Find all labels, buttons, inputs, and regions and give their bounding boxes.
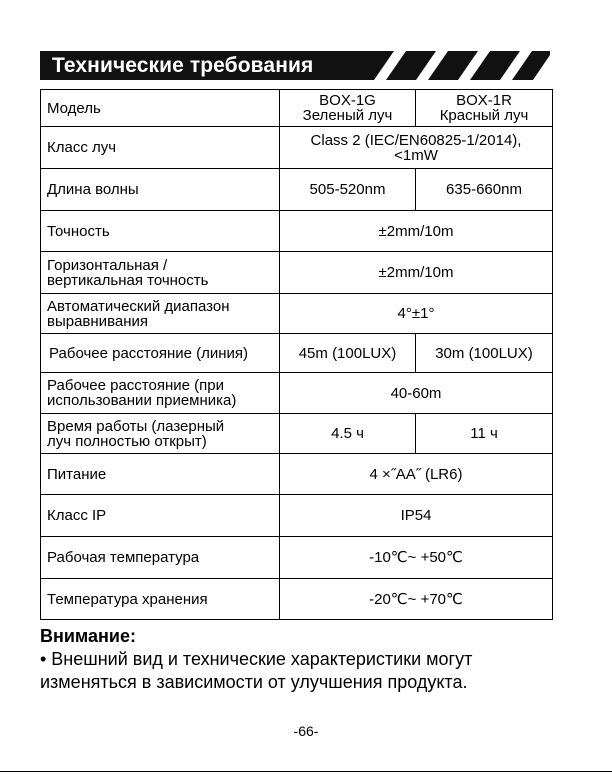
row-label: Длина волны xyxy=(41,169,280,211)
row-label: Горизонтальная / вертикальная точность xyxy=(41,252,280,294)
row-label: Питание xyxy=(41,454,280,495)
table-row xyxy=(41,334,553,373)
table-row xyxy=(41,90,553,127)
row-value-col1: 505-520nm xyxy=(280,169,416,211)
bottom-divider xyxy=(0,771,612,772)
row-label: Класс луч xyxy=(41,127,280,169)
row-value-col2: 635-660nm xyxy=(416,169,553,211)
row-value: 4 ×˝AA˝ (LR6) xyxy=(280,454,553,495)
row-label: Модель xyxy=(41,90,280,127)
row-value: -10℃~ +50℃ xyxy=(280,537,553,579)
row-value: 40-60m xyxy=(280,373,553,414)
table-row xyxy=(41,373,553,414)
section-header xyxy=(40,51,550,80)
table-row xyxy=(41,579,553,620)
row-value-col1: 45m (100LUX) xyxy=(280,334,416,373)
note-title: Внимание: xyxy=(40,626,136,646)
spec-table xyxy=(40,89,553,620)
table-row xyxy=(41,252,553,294)
row-value: IP54 xyxy=(280,495,553,537)
model-red: BOX-1R Красный луч xyxy=(416,90,553,127)
row-value: Class 2 (IEC/EN60825-1/2014), <1mW xyxy=(280,127,553,169)
page-number: -66- xyxy=(293,723,319,739)
row-label: Время работы (лазерный луч полностью открыт) xyxy=(41,414,280,454)
row-label: Рабочее расстояние (линия) xyxy=(41,334,280,373)
model-green: BOX-1G Зеленый луч xyxy=(280,90,416,127)
row-value: -20℃~ +70℃ xyxy=(280,579,553,620)
row-value-col2: 11 ч xyxy=(416,414,553,454)
page-title: Технические требования xyxy=(52,54,314,77)
table-row xyxy=(41,127,553,169)
row-label: Рабочее расстояние (при использовании приемника) xyxy=(41,373,280,414)
row-label: Автоматический диапазон выравнивания xyxy=(41,294,280,334)
table-row xyxy=(41,495,553,537)
table-row xyxy=(41,414,553,454)
row-value-col2: 30m (100LUX) xyxy=(416,334,553,373)
row-label: Класс IP xyxy=(41,495,280,537)
table-row xyxy=(41,169,553,211)
table-row xyxy=(41,294,553,334)
table-row xyxy=(41,211,553,252)
row-label: Точность xyxy=(41,211,280,252)
table-row xyxy=(41,537,553,579)
row-value: ±2mm/10m xyxy=(280,211,553,252)
row-label: Рабочая температура xyxy=(41,537,280,579)
row-value: ±2mm/10m xyxy=(280,252,553,294)
row-label: Температура хранения xyxy=(41,579,280,620)
row-value-col1: 4.5 ч xyxy=(280,414,416,454)
note-text: • Внешний вид и технические характеристики могут изменяться в зависимости от улучшения продукта. xyxy=(40,649,473,692)
row-value: 4°±1° xyxy=(280,294,553,334)
table-row xyxy=(41,454,553,495)
